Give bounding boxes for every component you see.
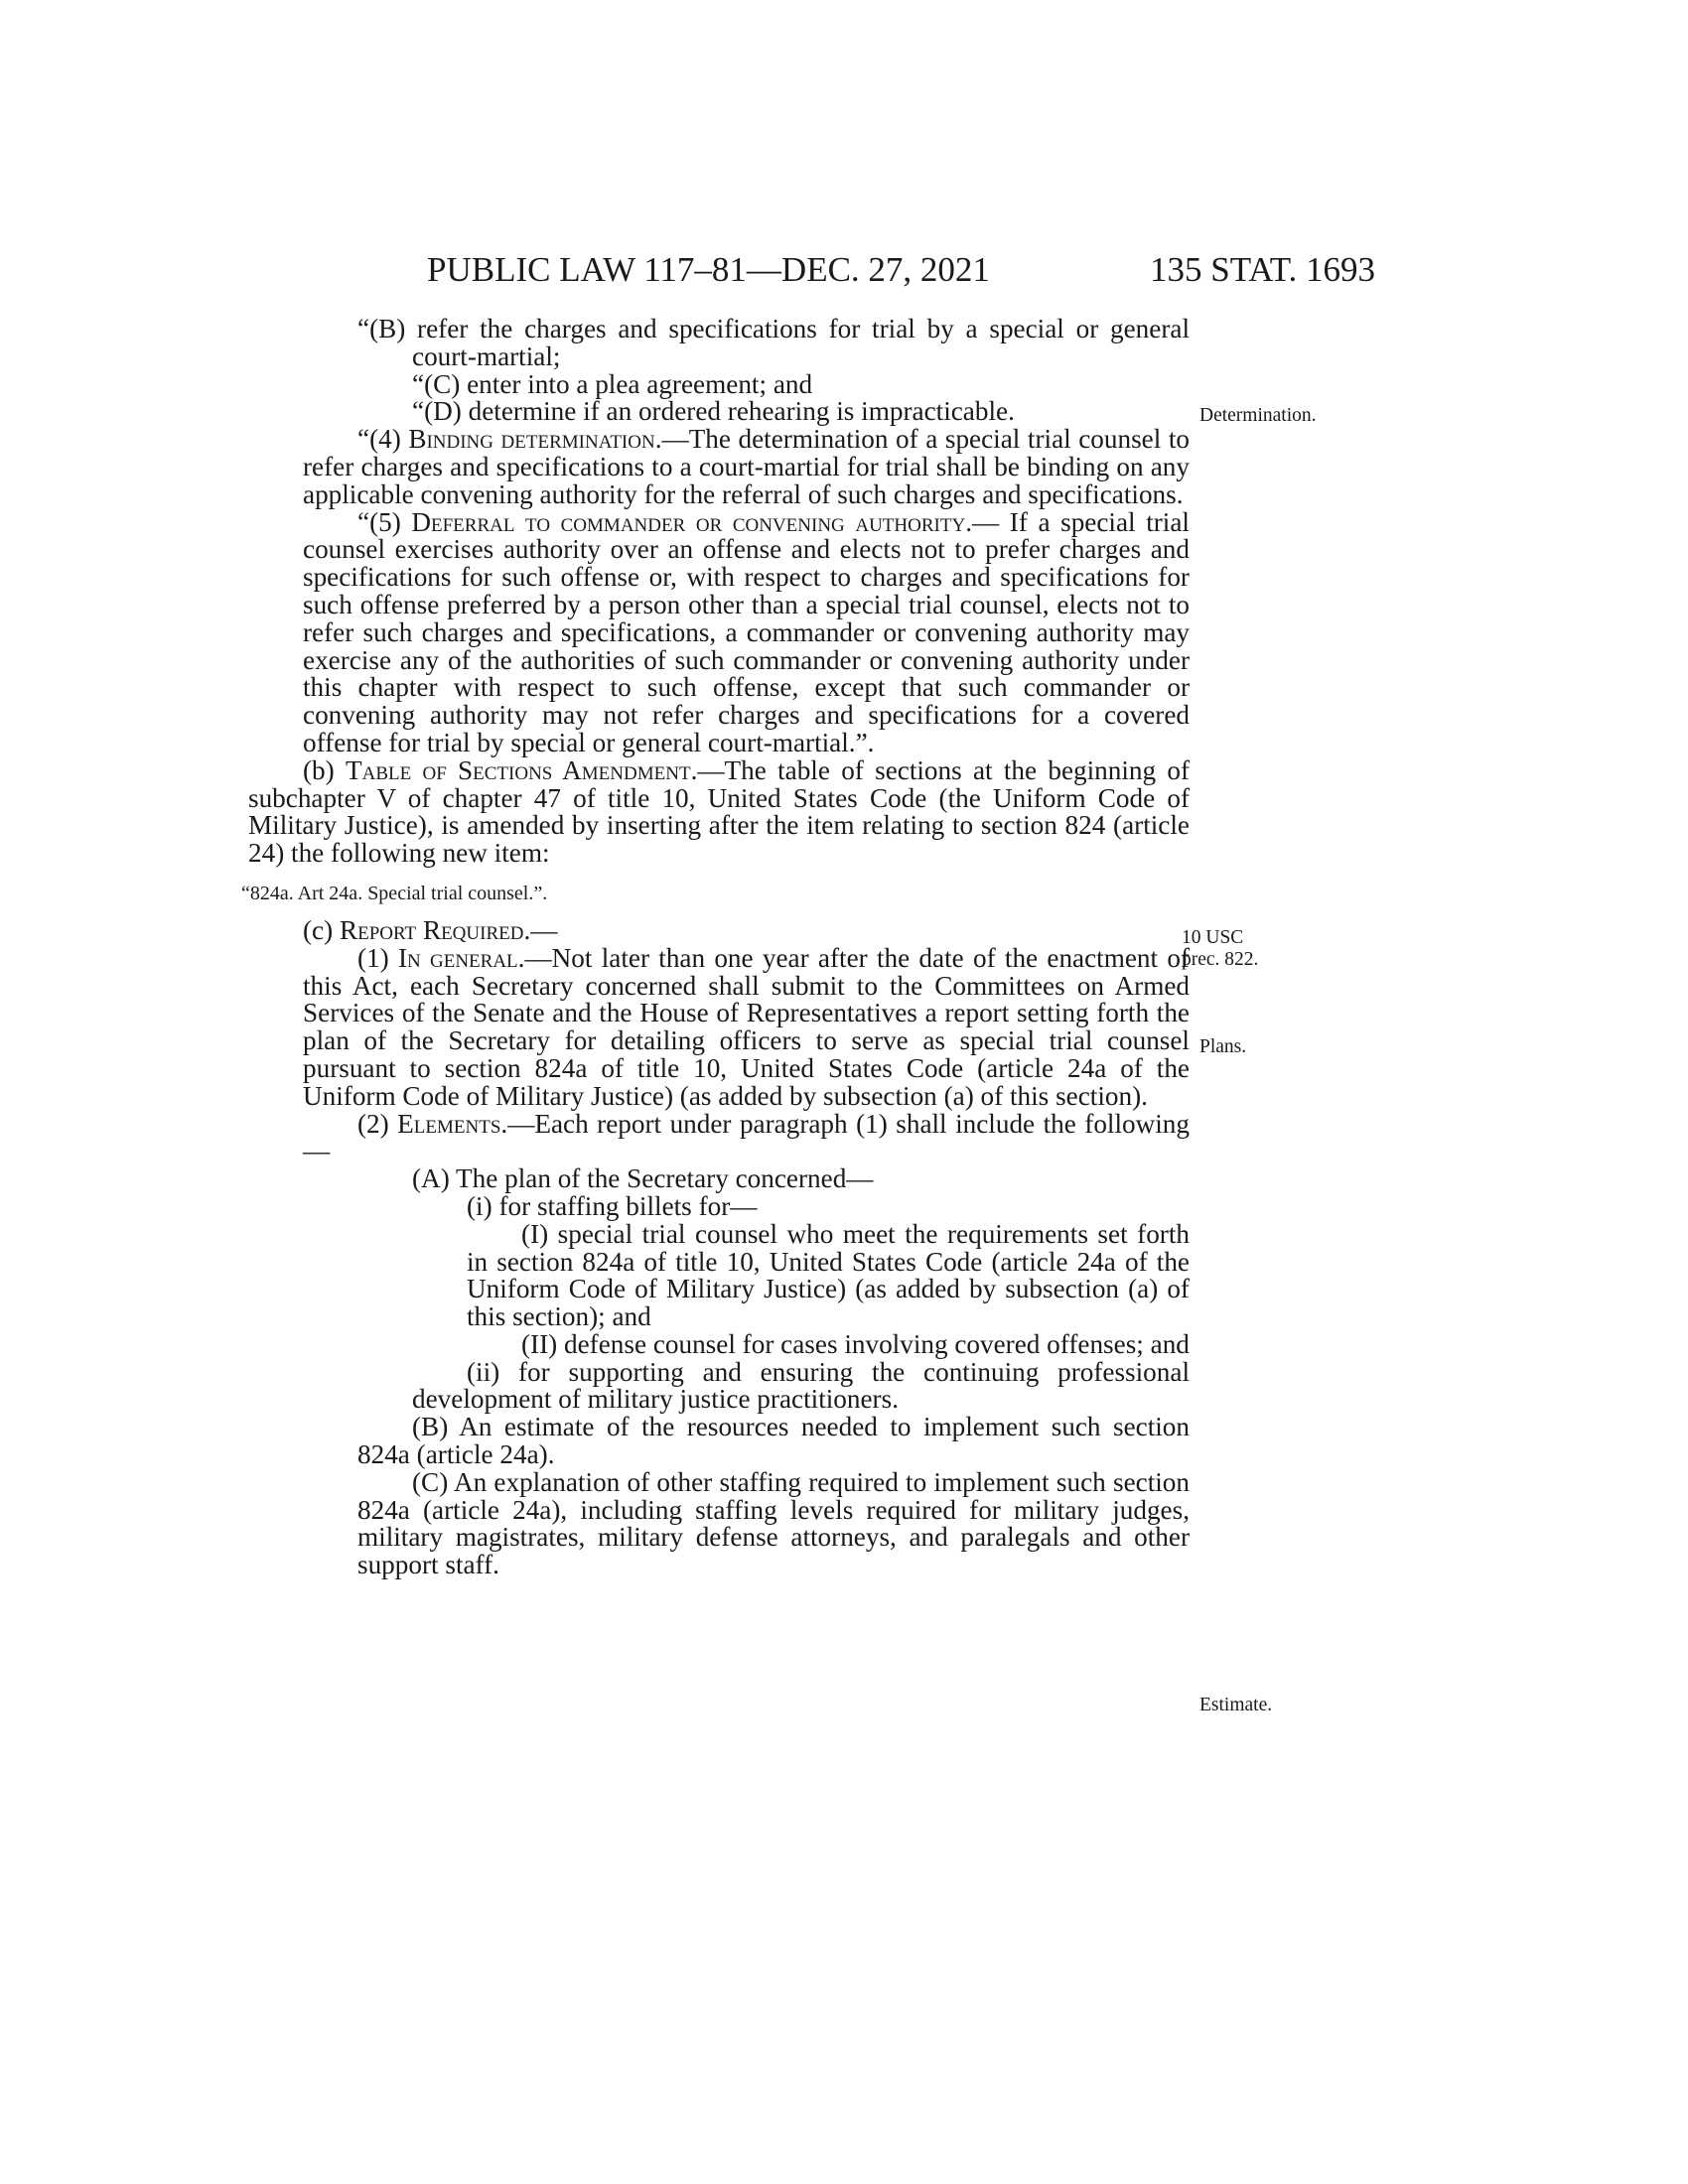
statute-body [241,314,1191,1580]
subsection-c-letter: (c) [303,914,340,945]
paragraph-3D: “(D) determine if an ordered rehearing is impracticable. [412,396,1015,427]
paragraph-c1-text: .—Not later than one year after the date of the enactment of this Act, each Secretary concerned shall submit to the Committees on Armed Services of the Senate and the House of Representatives a report setting forth the plan of the Secretary for detailing officers to serve as special trial counsel pursuant to section 824a of title 10, United States Code (article 24a of the Uniform Code of Military Justice) (as added by subsection (a) of this section). [303,942,1190,1111]
paragraph-c1-heading: In general [397,942,518,973]
margin-note-plans: Plans. [1199,1036,1247,1057]
paragraph-4-binding-determination [303,426,1190,508]
paragraph-4-text: .—The determination of a special trial counsel to refer charges and specifications to a court-martial for trial shall be binding on any applicable convening authority for the referral of such charges and specifications. [303,424,1190,509]
clause-i-staffing-billets: (i) for staffing billets for— [467,1190,758,1221]
paragraph-5-deferral [303,506,1190,757]
paragraph-c1-number: (1) [357,942,398,973]
running-header-public-law: PUBLIC LAW 117–81—DEC. 27, 2021 [427,250,990,289]
subsection-b-table-of-sections [248,754,1191,869]
subparagraph-A-plan: (A) The plan of the Secretary concerned— [412,1163,874,1194]
subsection-c-heading: Report Required [339,914,524,945]
paragraph-3C: “(C) enter into a plea agreement; and [412,368,813,399]
paragraph-c2-heading: Elements [397,1108,501,1139]
paragraph-c2-text: .—Each report under paragraph (1) shall include the following— [303,1108,1190,1166]
subsection-b-heading: Table of Sections Amendment [345,754,691,785]
subclause-I-special-trial-counsel: (I) special trial counsel who meet the requirements set forth in section 824a of title 10, United States Code (article 24a of the Uniform Code of Military Justice) (as added by subsection (a) of this section); and [467,1218,1190,1332]
paragraph-3B: “(B) refer the charges and specifications for trial by a special or general court-martial; [357,314,1190,371]
subparagraph-C-staffing-explanation: (C) An explanation of other staffing required to implement such section 824a (article 24a), including staffing levels required for military judges, military magistrates, military defense attorneys, and paralegals and other support staff. [357,1466,1190,1580]
paragraph-5-number: “(5) [357,506,412,537]
table-item-824a: “824a. Art 24a. Special trial counsel.”. [241,882,548,904]
margin-note-determination: Determination. [1199,405,1317,426]
paragraph-c2-elements [303,1108,1190,1166]
margin-note-usc-line2: prec. 822. [1182,949,1259,970]
clause-ii-professional-development: (ii) for supporting and ensuring the continuing professional development of military justice practitioners. [412,1356,1190,1415]
subsection-c-report-required [248,914,1190,945]
subclause-II-defense-counsel: (II) defense counsel for cases involving covered offenses; and [521,1328,1190,1359]
margin-note-usc-line1: 10 USC [1182,927,1244,948]
subsection-b-letter: (b) [303,754,346,785]
margin-note-estimate: Estimate. [1199,1695,1273,1715]
paragraph-4-number: “(4) [357,424,409,455]
paragraph-5-heading: Deferral to commander or convening authority [411,506,966,537]
paragraph-4-heading: Binding determination [408,424,655,455]
paragraph-c1-in-general [303,942,1190,1111]
subsection-c-text: .— [523,914,558,945]
paragraph-5-text: .— If a special trial counsel exercises authority over an offense and elects not to prefer charges and specifications for such offense or, with respect to charges and specifications for such offense preferred by a person other than a special trial counsel, elects not to refer such charges and specifications, a commander or convening authority may exercise any of the authorities of such commander or convening authority under this chapter with respect to such offense, except that such commander or convening authority may not refer charges and specifications for a covered offense for trial by special or general court-martial.”. [303,506,1190,757]
paragraph-c2-number: (2) [357,1108,398,1139]
subsection-b-text: .—The table of sections at the beginning of subchapter V of chapter 47 of title 10, United States Code (the Uniform Code of Military Justice), is amended by inserting after the item relating to section 824 (article 24) the following new item: [248,754,1191,869]
subparagraph-B-estimate: (B) An estimate of the resources needed to implement such section 824a (article 24a). [357,1412,1190,1470]
running-header-stat-page: 135 STAT. 1693 [1150,250,1375,289]
